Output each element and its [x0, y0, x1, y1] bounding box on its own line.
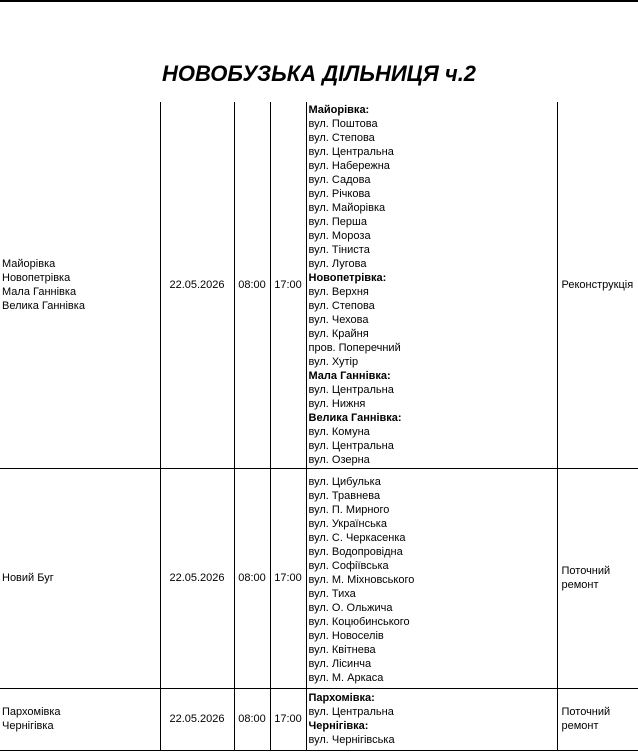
settlement-header: Велика Ганнівка:: [308, 411, 402, 424]
street-name: вул. О. Ольжича: [308, 602, 393, 614]
streets-cell: [306, 468, 557, 688]
work-type-cell: [557, 688, 638, 750]
street-name: вул. Водопровідна: [308, 546, 403, 558]
street-name: вул. Центральна: [308, 706, 394, 718]
street-name: вул. Софіївська: [308, 560, 389, 572]
settlements-cell: [0, 102, 160, 468]
date-cell: 22.05.2026: [160, 468, 234, 688]
street-name: вул. Верхня: [308, 285, 369, 298]
street-name: пров. Поперечний: [308, 341, 401, 354]
street-name: вул. П. Мирного: [308, 504, 390, 516]
street-name: вул. Степова: [308, 131, 375, 144]
street-name: вул. Мороза: [308, 229, 371, 242]
street-name: вул. Набережна: [308, 159, 390, 172]
work-type-text: Поточний: [561, 565, 611, 577]
street-name: вул. Перша: [308, 215, 367, 228]
street-name: вул. Чернігівська: [308, 734, 395, 746]
street-name: вул. Центральна: [308, 383, 394, 396]
streets-cell: [306, 102, 557, 468]
table-row: [0, 102, 638, 468]
settlement-header: Майорівка:: [308, 103, 370, 116]
streets-cell: [306, 688, 557, 750]
street-name: вул. Квітнева: [308, 644, 376, 656]
street-name: вул. Комуна: [308, 425, 370, 438]
time-from-cell: 08:00: [234, 102, 270, 468]
street-name: вул. Чехова: [308, 313, 369, 326]
street-name: вул. Тиха: [308, 588, 356, 600]
street-name: вул. Озерна: [308, 453, 370, 466]
work-type-text: ремонт: [561, 720, 599, 732]
street-name: вул. Річкова: [308, 187, 371, 200]
street-name: вул. Степова: [308, 299, 375, 312]
work-type-text: Реконструкція: [561, 278, 634, 291]
work-type-text: ремонт: [561, 579, 599, 591]
work-type-text: Поточний: [561, 706, 611, 718]
street-name: вул. Садова: [308, 173, 371, 186]
street-name: вул. Українська: [308, 518, 387, 530]
time-from-cell: 08:00: [234, 688, 270, 750]
date-cell: 22.05.2026: [160, 102, 234, 468]
street-name: вул. Травнева: [308, 490, 381, 502]
settlement-name: Новий Буг: [2, 572, 54, 584]
street-name: вул. М. Міхновського: [308, 574, 415, 586]
street-name: вул. Цибулька: [308, 476, 381, 488]
street-name: вул. Центральна: [308, 145, 394, 158]
settlement-name: Чернігівка: [2, 720, 54, 732]
schedule-body: [0, 102, 638, 750]
settlements-cell: [0, 468, 160, 688]
street-name: вул. Майорівка: [308, 201, 386, 214]
time-to-cell: 17:00: [270, 468, 306, 688]
settlement-name: Велика Ганнівка: [2, 299, 85, 312]
settlement-header: Мала Ганнівка:: [308, 369, 391, 382]
street-name: вул. С. Черкасенка: [308, 532, 406, 544]
settlement-name: Майорівка: [2, 257, 56, 270]
street-name: вул. Хутір: [308, 355, 359, 368]
street-name: вул. Лісинча: [308, 658, 372, 670]
street-name: вул. М. Аркаса: [308, 672, 384, 684]
time-to-cell: 17:00: [270, 688, 306, 750]
table-row: [0, 688, 638, 750]
settlement-header: Новопетрівка:: [308, 271, 387, 284]
top-rule: [0, 0, 638, 2]
settlement-name: Мала Ганнівка: [2, 285, 77, 298]
street-name: вул. Тіниста: [308, 243, 370, 256]
work-type-cell: [557, 102, 638, 468]
work-type-cell: [557, 468, 638, 688]
street-name: вул. Центральна: [308, 439, 394, 452]
time-to-cell: 17:00: [270, 102, 306, 468]
settlement-header: Пархомівка:: [308, 692, 375, 704]
settlement-name: Новопетрівка: [2, 271, 71, 284]
street-name: вул. Коцюбинського: [308, 616, 410, 628]
street-name: вул. Нижня: [308, 397, 366, 410]
street-name: вул. Поштова: [308, 117, 378, 130]
street-name: вул. Лугова: [308, 257, 367, 270]
settlement-name: Пархомівка: [2, 706, 61, 718]
date-cell: 22.05.2026: [160, 688, 234, 750]
time-from-cell: 08:00: [234, 468, 270, 688]
settlement-header: Чернігівка:: [308, 720, 369, 732]
schedule-table: [0, 102, 638, 751]
page-title: НОВОБУЗЬКА ДІЛЬНИЦЯ ч.2: [161, 61, 477, 86]
street-name: вул. Новоселів: [308, 630, 384, 642]
settlements-cell: [0, 688, 160, 750]
street-name: вул. Крайня: [308, 327, 369, 340]
table-row: [0, 468, 638, 688]
